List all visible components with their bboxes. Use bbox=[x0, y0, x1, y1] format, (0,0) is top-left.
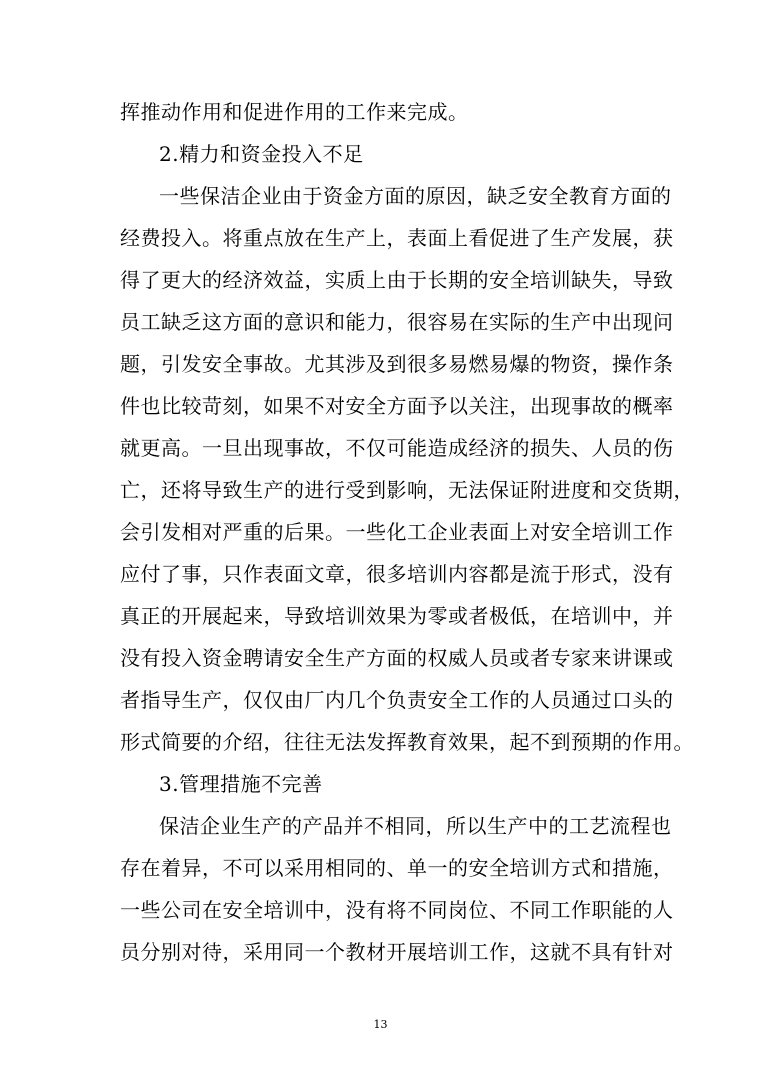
paragraph-first-line: 保洁企业生产的产品并不相同，所以生产中的工艺流程也 bbox=[159, 814, 672, 838]
text-line: 一些公司在安全培训中，没有将不同岗位、不同工作职能的人 bbox=[120, 898, 674, 922]
text-line: 亡，还将导致生产的进行受到影响，无法保证附进度和交货期， bbox=[120, 478, 694, 502]
section-heading: 3.管理措施不完善 bbox=[159, 772, 323, 796]
text-line: 存在着异，不可以采用相同的、单一的安全培训方式和措施， bbox=[120, 856, 674, 880]
page-number: 13 bbox=[373, 1018, 388, 1031]
text-line: 题，引发安全事故。尤其涉及到很多易燃易爆的物资，操作条 bbox=[120, 352, 674, 376]
paragraph-first-line: 一些保洁企业由于资金方面的原因，缺乏安全教育方面的 bbox=[159, 184, 672, 208]
text-line: 形式简要的介绍，往往无法发挥教育效果，起不到预期的作用。 bbox=[120, 730, 694, 754]
text-line: 会引发相对严重的后果。一些化工企业表面上对安全培训工作 bbox=[120, 520, 674, 544]
text-line: 经费投入。将重点放在生产上，表面上看促进了生产发展，获 bbox=[120, 226, 674, 250]
text-line: 就更高。一旦出现事故，不仅可能造成经济的损失、人员的伤 bbox=[120, 436, 674, 460]
text-line: 真正的开展起来，导致培训效果为零或者极低，在培训中，并 bbox=[120, 604, 674, 628]
section-heading: 2.精力和资金投入不足 bbox=[159, 142, 364, 166]
text-line: 没有投入资金聘请安全生产方面的权威人员或者专家来讲课或 bbox=[120, 646, 674, 670]
text-line: 件也比较苛刻，如果不对安全方面予以关注，出现事故的概率 bbox=[120, 394, 674, 418]
text-line: 应付了事，只作表面文章，很多培训内容都是流于形式，没有 bbox=[120, 562, 674, 586]
text-line: 者指导生产，仅仅由厂内几个负责安全工作的人员通过口头的 bbox=[120, 688, 674, 712]
text-line: 员分别对待，采用同一个教材开展培训工作，这就不具有针对 bbox=[120, 940, 674, 964]
text-line: 得了更大的经济效益，实质上由于长期的安全培训缺失，导致 bbox=[120, 268, 674, 292]
text-line: 挥推动作用和促进作用的工作来完成。 bbox=[120, 100, 469, 124]
text-line: 员工缺乏这方面的意识和能力，很容易在实际的生产中出现问 bbox=[120, 310, 674, 334]
